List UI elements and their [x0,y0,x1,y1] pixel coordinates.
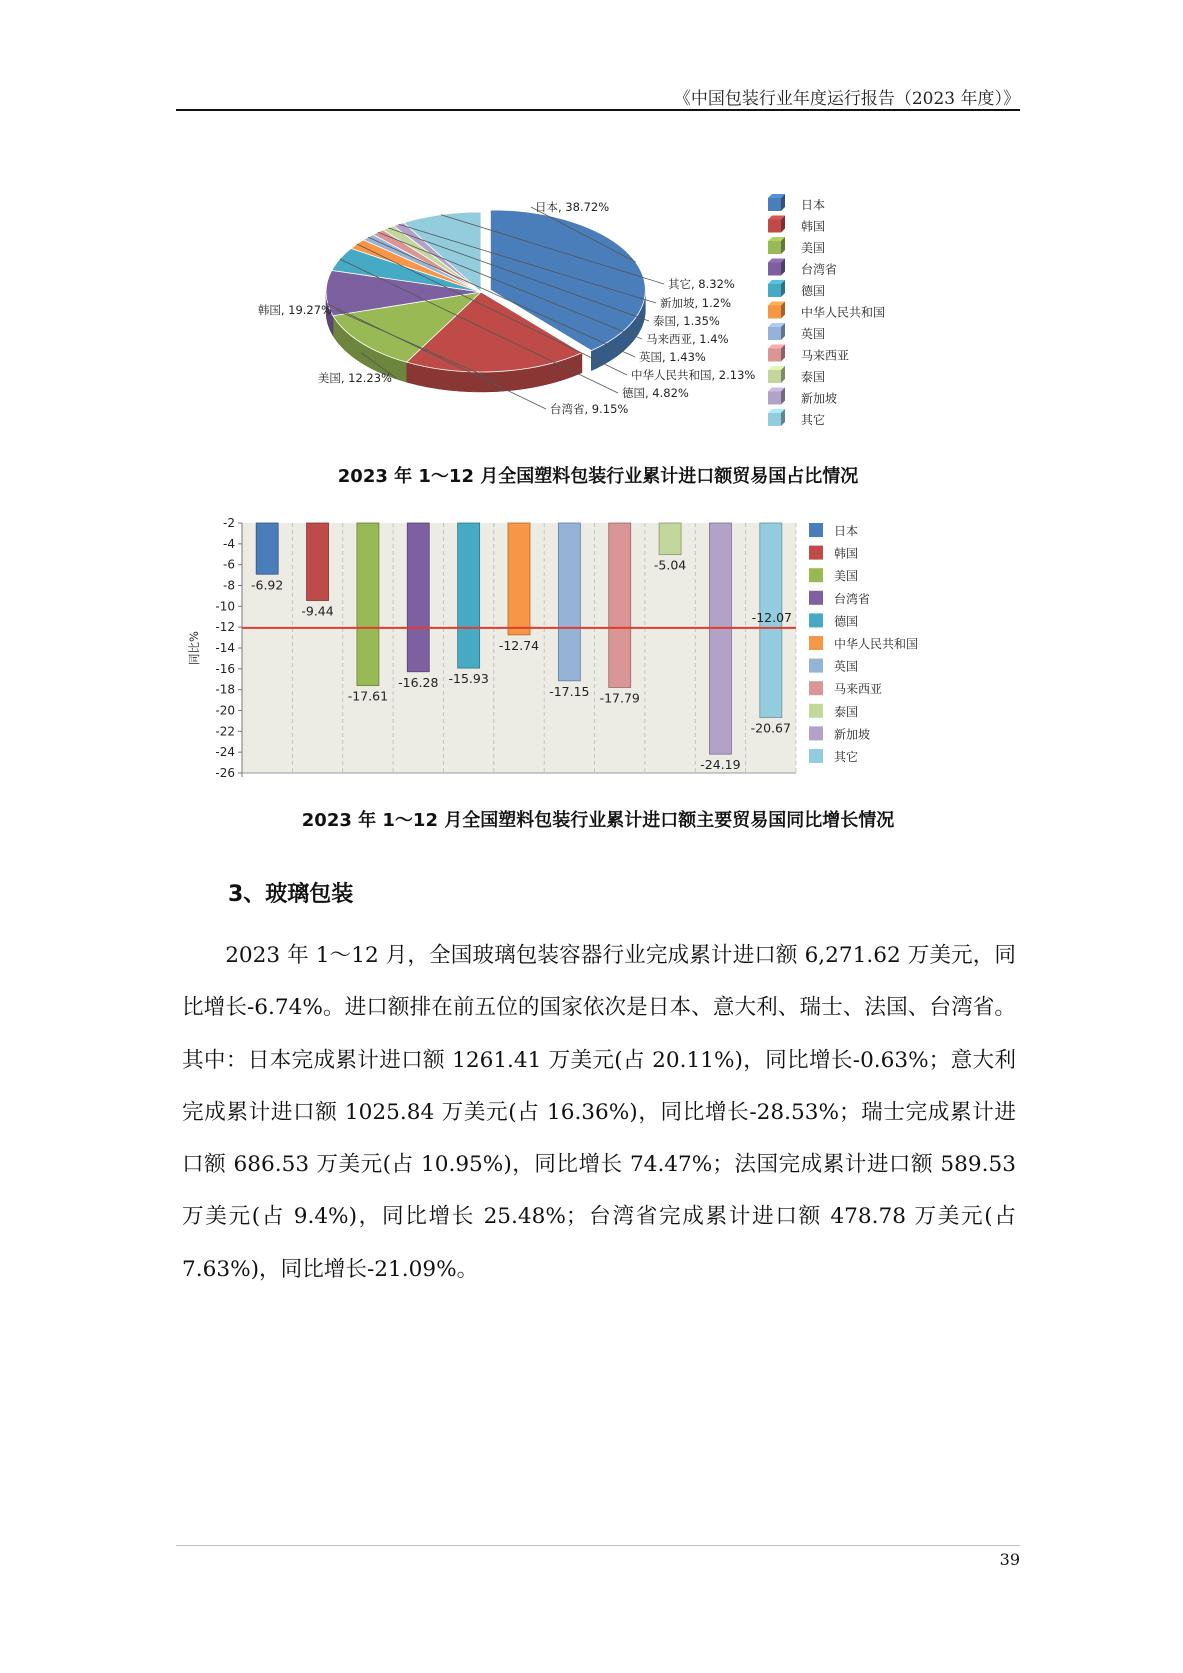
legend-label-日本: 日本 [801,198,826,212]
y-tick-label: -2 [223,516,235,530]
bar-legend-label-马来西亚: 马来西亚 [834,682,883,697]
bar-legend-swatch-台湾省 [809,591,823,605]
legend-label-德国: 德国 [801,284,826,298]
legend-label-韩国: 韩国 [801,219,826,234]
pie-chart-caption: 2023 年 1～12 月全国塑料包装行业累计进口额贸易国占比情况 [337,466,859,487]
bar-韩国 [307,523,329,601]
bar-chart [176,510,1020,795]
legend-swatch-新加坡 [768,392,781,405]
bar-value-台湾省: -16.28 [398,674,439,690]
pie-label-日本: 日本, 38.72% [535,200,610,214]
bar-新加坡 [709,523,731,754]
header-rule [176,109,1020,111]
pie-top [326,210,645,372]
bar-legend-label-日本: 日本 [834,524,859,538]
bar-value-德国: -15.93 [448,671,489,687]
bar-legend-swatch-新加坡 [809,726,823,740]
pie-label-新加坡: 新加坡, 1.2% [660,296,732,310]
legend-swatch-马来西亚 [768,349,781,362]
bar-value-美国: -17.61 [347,688,389,704]
bar-legend-label-泰国: 泰国 [834,704,859,719]
y-tick-label: -8 [223,578,235,593]
legend-swatch-泰国 [768,370,781,383]
bar-美国 [357,523,379,686]
bar-legend-swatch-美国 [809,568,823,582]
legend-label-英国: 英国 [801,327,826,341]
y-tick-label: -16 [215,661,235,676]
pie-label-台湾省: 台湾省, 9.15% [550,402,629,416]
bar-日本 [256,523,278,574]
bar-legend-label-中华人民共和国: 中华人民共和国 [834,637,919,651]
bar-英国 [558,523,580,681]
bar-泰国 [659,523,681,555]
legend-label-马来西亚: 马来西亚 [801,348,850,363]
legend-swatch-韩国 [768,220,781,233]
y-tick-label: -12 [215,620,235,635]
bar-legend-label-美国: 美国 [834,569,859,584]
legend-label-新加坡: 新加坡 [801,391,838,406]
legend-swatch-德国 [768,284,781,297]
bar-value-马来西亚: -17.79 [599,690,640,706]
bar-legend-label-新加坡: 新加坡 [834,727,871,742]
legend-swatch-中华人民共和国 [768,306,781,319]
bar-value-其它: -20.67 [750,720,791,736]
bar-中华人民共和国 [508,523,530,635]
bar-台湾省 [407,523,429,672]
y-tick-label: -20 [215,703,235,718]
bar-legend-label-英国: 英国 [834,659,859,674]
y-tick-label: -6 [223,557,235,572]
bar-legend [809,523,918,764]
bar-legend-swatch-其它 [809,749,823,763]
bar-legend-swatch-日本 [809,523,823,537]
bar-legend-swatch-德国 [809,613,823,627]
legend-swatch-台湾省 [768,263,781,276]
pie-label-美国: 美国, 12.23% [317,371,392,385]
legend-swatch-日本 [768,198,781,211]
y-axis-label: 同比% [187,631,201,665]
y-tick-label: -18 [215,682,235,697]
pie-label-马来西亚: 马来西亚, 1.4% [646,332,729,346]
bar-value-韩国: -9.44 [301,603,334,619]
y-tick-label: -10 [215,599,235,614]
y-tick-label: -26 [215,766,235,780]
pie-legend [768,194,885,427]
body-paragraph: 2023 年 1～12 月，全国玻璃包装容器行业完成累计进口额 6,271.62 万美元，同比增长-6.74%。进口额排在前五位的国家依次是日本、意大利、瑞士、法国、台湾省。其中：日本完成累计进口额 1261.41 万美元(占 20.11%)，同比增长-0.63%；意大利完成累计进口额 1025.84 万美元(占 16.36%)，同比增长-28.53%；瑞士完成累计进口额 686.53 万美元(占 10.95%)，同比增长 74.47%；法国完成累计进口额 589.53 万美元(占 9.4%)，同比增长 25.48%；台湾省完成累计进口额 478.78 万美元(占 7.63%)，同比增长-21.09%。 [182,943,1016,1282]
bar-legend-swatch-英国 [809,659,823,673]
legend-label-泰国: 泰国 [801,370,826,384]
legend-label-中华人民共和国: 中华人民共和国 [801,305,886,320]
bar-legend-swatch-中华人民共和国 [809,636,823,650]
y-tick-label: -22 [215,724,235,739]
bar-德国 [458,523,480,668]
y-tick-label: -4 [223,536,235,551]
bar-value-泰国: -5.04 [653,557,687,573]
pie-chart [176,180,1020,455]
y-tick-label: -14 [215,641,235,655]
bar-legend-swatch-马来西亚 [809,681,823,695]
bar-value-新加坡: -24.19 [700,757,741,773]
bar-value-中华人民共和国: -12.74 [498,637,540,653]
pie-label-中华人民共和国: 中华人民共和国, 2.13% [631,368,756,382]
legend-swatch-其它 [768,413,781,426]
running-header: 《中国包装行业年度运行报告（2023 年度）》 [673,89,1020,109]
legend-swatch-美国 [768,241,781,254]
pie-label-德国: 德国, 4.82% [622,386,689,400]
legend-label-美国: 美国 [801,241,826,255]
legend-label-台湾省: 台湾省 [801,262,838,277]
pie-label-韩国: 韩国, 19.27% [257,303,332,317]
bar-legend-swatch-韩国 [809,546,823,560]
legend-swatch-英国 [768,327,781,340]
bar-value-英国: -17.15 [549,683,590,699]
bar-legend-label-其它: 其它 [834,750,859,764]
bar-legend-label-德国: 德国 [834,614,859,629]
page-number: 39 [999,1550,1020,1569]
bar-马来西亚 [609,523,631,687]
y-tick-label: -24 [215,745,235,760]
average-line-label: -12.07 [751,609,792,625]
bar-legend-swatch-泰国 [809,704,823,718]
bar-legend-label-韩国: 韩国 [834,546,859,561]
footer-rule [176,1545,1020,1546]
pie-label-泰国: 泰国, 1.35% [653,314,720,328]
legend-label-其它: 其它 [801,413,826,427]
bar-chart-caption: 2023 年 1～12 月全国塑料包装行业累计进口额主要贸易国同比增长情况 [301,810,895,831]
section-title: 3、玻璃包装 [228,882,354,907]
bar-value-日本: -6.92 [251,577,284,593]
pie-label-英国: 英国, 1.43% [639,350,706,364]
bar-legend-label-台湾省: 台湾省 [834,591,871,606]
pie-label-其它: 其它, 8.32% [668,277,735,291]
